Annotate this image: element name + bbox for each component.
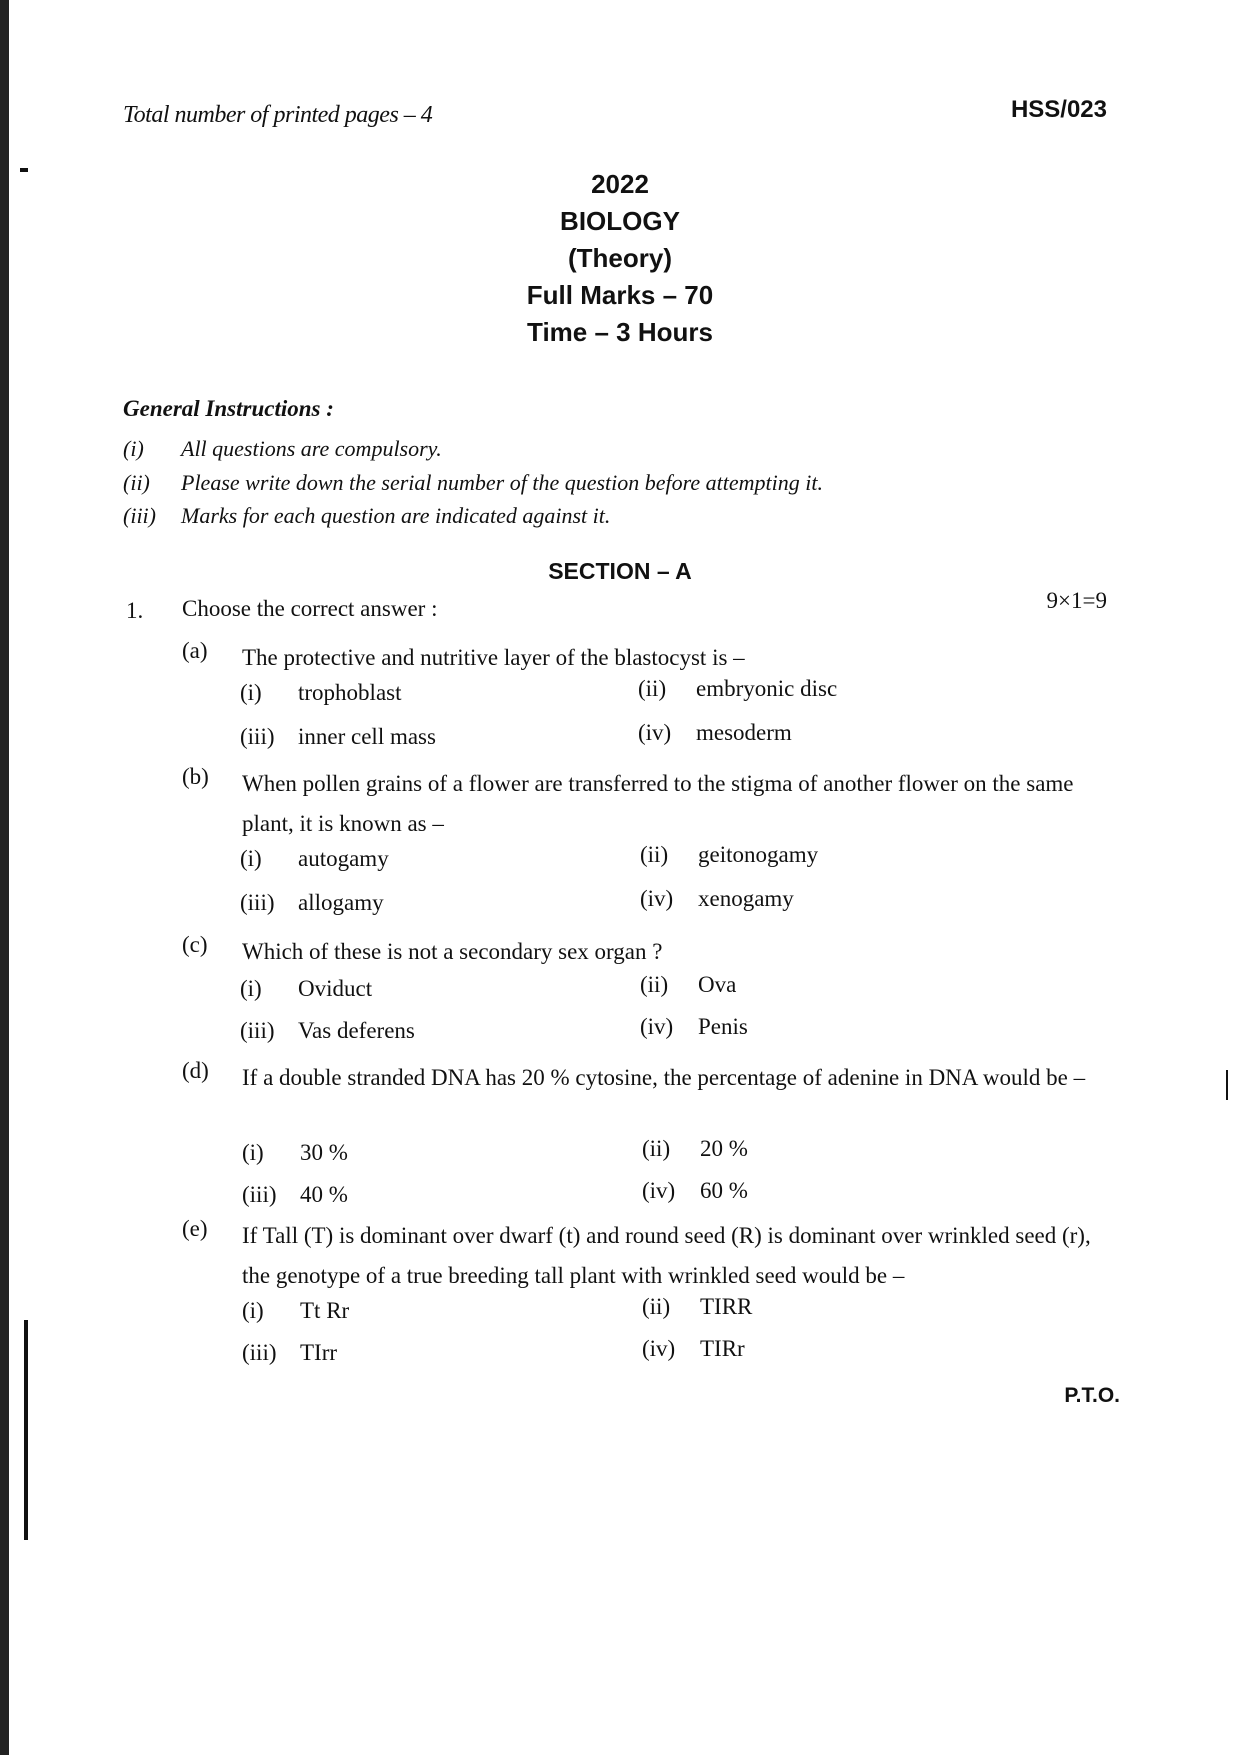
option-number: (ii) <box>638 676 667 701</box>
sub-question-label: (e) <box>182 1216 208 1241</box>
exam-subject: BIOLOGY <box>560 206 680 236</box>
option <box>242 1340 337 1366</box>
instruction-item <box>123 470 823 496</box>
option-text: mesoderm <box>696 720 792 745</box>
option <box>240 846 389 872</box>
option-text: 40 % <box>300 1182 348 1207</box>
section-title: SECTION – A <box>548 558 692 584</box>
option-number: (i) <box>242 1140 264 1165</box>
instruction-text: Please write down the serial number of the question before attempting it. <box>181 470 823 495</box>
option-number: (iii) <box>240 1018 275 1043</box>
sub-question-label: (c) <box>182 932 208 957</box>
option-number: (iv) <box>640 886 674 911</box>
exam-time: Time – 3 Hours <box>527 317 713 347</box>
full-marks: Full Marks – 70 <box>526 280 714 310</box>
option-number: (iii) <box>240 724 275 749</box>
instruction-text: Marks for each question are indicated against it. <box>181 503 611 528</box>
instructions-title: General Instructions : <box>123 396 334 421</box>
option-text: 30 % <box>300 1140 348 1165</box>
option-text: Penis <box>698 1014 748 1039</box>
option-text: Ova <box>698 972 737 997</box>
instruction-item <box>123 503 610 529</box>
pto-note: P.T.O. <box>1064 1384 1120 1407</box>
scan-mark <box>1226 1070 1228 1100</box>
option-text: inner cell mass <box>298 724 436 749</box>
sub-question-label: (a) <box>182 638 208 663</box>
option-text: Tt Rr <box>300 1298 350 1323</box>
option-number: (ii) <box>640 972 669 997</box>
paper-code: HSS/023 <box>1010 96 1107 123</box>
option-number: (ii) <box>642 1294 671 1319</box>
option <box>242 1140 348 1166</box>
option-number: (iii) <box>240 890 275 915</box>
sub-question-text: If Tall (T) is dominant over dwarf (t) and round seed (R) is dominant over wrinkled seed (r), the genotype of a true breeding tall plant with wrinkled seed would be – <box>242 1223 1091 1288</box>
option <box>642 1136 748 1162</box>
instruction-number: (i) <box>123 436 144 461</box>
scan-edge <box>0 0 9 1755</box>
option-number: (iv) <box>638 720 672 745</box>
option-text: geitonogamy <box>698 842 819 867</box>
option-text: Oviduct <box>298 976 373 1001</box>
option <box>638 676 837 702</box>
option-text: TIRR <box>700 1294 753 1319</box>
option-text: 60 % <box>700 1178 748 1203</box>
option-text: autogamy <box>298 846 389 871</box>
exam-year: 2022 <box>591 169 649 199</box>
option <box>240 890 384 916</box>
question-stem: Choose the correct answer : <box>182 596 438 621</box>
sub-question-text: The protective and nutritive layer of the blastocyst is – <box>242 645 745 670</box>
option-number: (ii) <box>642 1136 671 1161</box>
option <box>640 842 818 868</box>
option <box>242 1298 349 1324</box>
option-text: xenogamy <box>698 886 794 911</box>
sub-question-label: (d) <box>182 1058 209 1083</box>
option-number: (i) <box>242 1298 264 1323</box>
option <box>638 720 792 746</box>
option-text: 20 % <box>700 1136 748 1161</box>
option-text: embryonic disc <box>696 676 838 701</box>
option <box>642 1294 752 1320</box>
option-number: (i) <box>240 680 262 705</box>
scan-mark <box>24 1320 28 1540</box>
option-text: TIrr <box>300 1340 338 1365</box>
option <box>642 1178 748 1204</box>
title-block <box>420 166 820 351</box>
option <box>640 972 736 998</box>
option <box>640 886 794 912</box>
instruction-number: (iii) <box>123 503 156 528</box>
printed-pages-note: Total number of printed pages – 4 <box>123 102 433 128</box>
option <box>240 976 372 1002</box>
option <box>240 680 402 706</box>
instruction-number: (ii) <box>123 470 150 495</box>
option-number: (iii) <box>242 1340 277 1365</box>
instruction-item <box>123 436 442 462</box>
option-text: allogamy <box>298 890 384 915</box>
option-text: trophoblast <box>298 680 402 705</box>
option <box>642 1336 745 1362</box>
option-number: (iv) <box>642 1178 676 1203</box>
option <box>640 1014 748 1040</box>
sub-question-text: If a double stranded DNA has 20 % cytosine, the percentage of adenine in DNA would be – <box>242 1065 1086 1090</box>
exam-paper-type: (Theory) <box>568 243 672 273</box>
instruction-text: All questions are compulsory. <box>181 436 442 461</box>
option-number: (ii) <box>640 842 669 867</box>
option-number: (i) <box>240 846 262 871</box>
scan-mark <box>20 168 28 172</box>
question-number: 1. <box>126 598 144 623</box>
option-number: (iii) <box>242 1182 277 1207</box>
option <box>242 1182 348 1208</box>
sub-question-text: When pollen grains of a flower are transferred to the stigma of another flower on the same plant, it is known as – <box>242 771 1074 836</box>
option <box>240 1018 415 1044</box>
option-text: TIRr <box>700 1336 745 1361</box>
option <box>240 724 436 750</box>
question-marks: 9×1=9 <box>1046 588 1107 613</box>
option-text: Vas deferens <box>298 1018 415 1043</box>
option-number: (iv) <box>642 1336 676 1361</box>
option-number: (iv) <box>640 1014 674 1039</box>
option-number: (i) <box>240 976 262 1001</box>
sub-question-label: (b) <box>182 764 209 789</box>
sub-question-text: Which of these is not a secondary sex organ ? <box>242 939 663 964</box>
